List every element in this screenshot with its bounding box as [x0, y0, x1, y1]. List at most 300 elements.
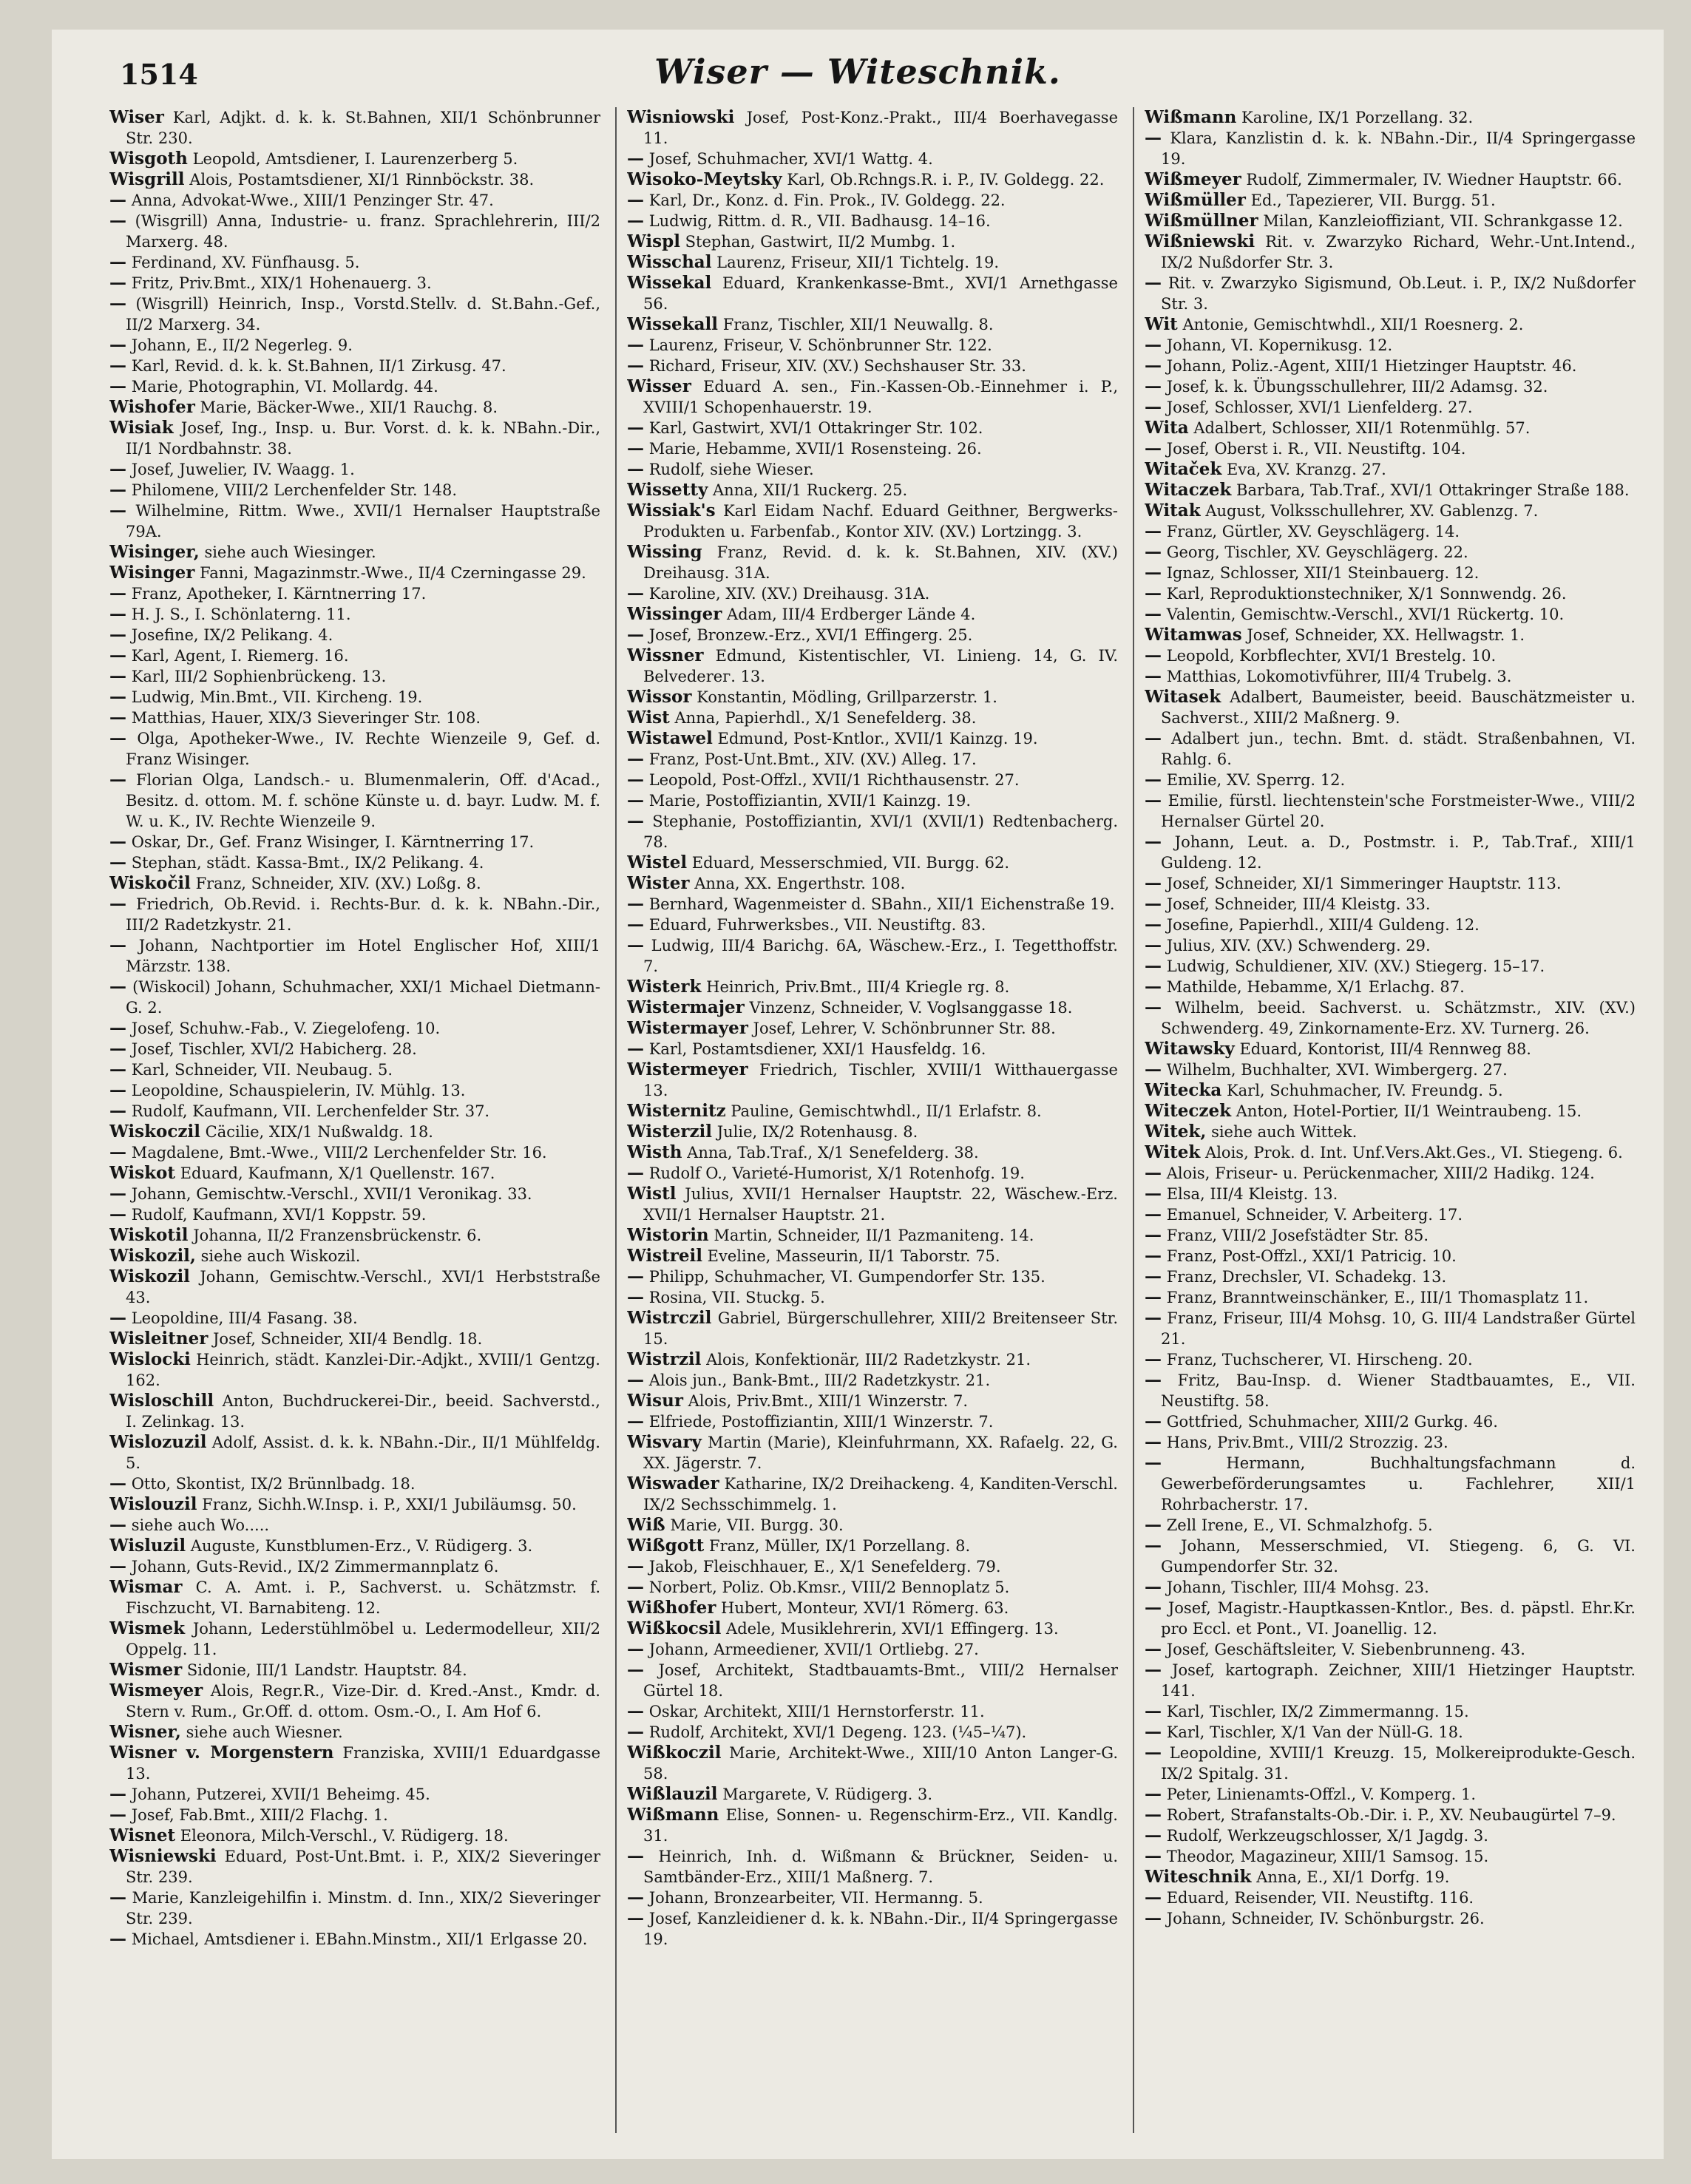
directory-entry — [1145, 915, 1636, 935]
directory-entry — [109, 1722, 600, 1743]
entry-surname: Wiskozil, — [109, 1246, 196, 1266]
entry-details: Karl, Gastwirt, XVI/1 Ottakringer Str. 102. — [648, 419, 983, 437]
entry-details: Alois, Regr.R., Vize-Dir. d. Kred.-Anst., Kmdr. d. Stern v. Rum., Gr.Off. d. ottom. Osm.-O., I. Am Hof 6. — [126, 1682, 600, 1720]
directory-entry — [109, 1473, 600, 1494]
entry-surname: — — [627, 459, 644, 479]
entry-surname: Wishofer — [109, 397, 195, 417]
entry-surname: — — [109, 459, 126, 479]
entry-surname: Wisterzil — [627, 1122, 713, 1142]
directory-entry — [1145, 1163, 1636, 1184]
entry-surname: — — [109, 604, 126, 624]
directory-entry — [1145, 1867, 1636, 1888]
directory-entry — [1145, 376, 1636, 397]
directory-entry — [1145, 397, 1636, 418]
entry-details: Franz, Müller, IX/1 Porzellang. 8. — [709, 1537, 971, 1555]
directory-entry — [1145, 1825, 1636, 1846]
entry-surname: — — [1145, 894, 1162, 914]
entry-details: Karl, Agent, I. Riemerg. 16. — [131, 647, 349, 665]
entry-details: H. J. S., I. Schönlaterng. 11. — [131, 606, 351, 623]
directory-entry — [627, 708, 1118, 728]
directory-entry — [627, 1246, 1118, 1266]
entry-surname: — — [627, 1266, 644, 1286]
entry-surname: Wisternitz — [627, 1101, 726, 1121]
directory-entry — [627, 1411, 1118, 1432]
entry-details: Franziska, XVIII/1 Eduardgasse 13. — [126, 1744, 600, 1783]
entry-details: Marie, Kanzleigehilfin i. Minstm. d. Inn., XIX/2 Sieveringer Str. 239. — [126, 1889, 600, 1927]
directory-entry — [627, 542, 1118, 583]
entry-surname: Wiß — [627, 1515, 665, 1535]
entry-details: siehe auch Wiesinger. — [204, 543, 376, 561]
entry-surname: — — [109, 977, 126, 997]
directory-entry — [109, 169, 600, 190]
directory-entry — [627, 1805, 1118, 1846]
directory-entry — [627, 190, 1118, 211]
entry-details: Alois jun., Bank-Bmt., III/2 Radetzkystr. 21. — [648, 1371, 991, 1389]
entry-details: Georg, Tischler, XV. Geyschlägerg. 22. — [1166, 543, 1468, 561]
directory-entry — [1145, 169, 1636, 190]
directory-entry — [627, 1059, 1118, 1101]
entry-details: siehe auch Wiesner. — [186, 1723, 343, 1741]
entry-surname: — — [109, 1101, 126, 1121]
entry-details: Wilhelm, beeid. Sachverst. u. Schätzmstr., XIV. (XV.) Schwenderg. 49, Zinkornamente-Erz. XV. Turnerg. 26. — [1161, 999, 1636, 1037]
entry-details: Franz, Apotheker, I. Kärntnerring 17. — [131, 585, 427, 603]
directory-entry — [627, 645, 1118, 687]
entry-surname: Wistrzil — [627, 1349, 702, 1369]
entry-details: Emilie, XV. Sperrg. 12. — [1166, 771, 1346, 789]
column-divider — [1133, 107, 1134, 2133]
entry-surname: — — [109, 1784, 126, 1804]
entry-details: Franz, Post-Offzl., XXI/1 Patricig. 10. — [1166, 1247, 1457, 1265]
directory-entry — [109, 1556, 600, 1577]
directory-entry — [1145, 1101, 1636, 1122]
directory-entry — [1145, 1805, 1636, 1825]
entry-surname: Wisleitner — [109, 1329, 209, 1349]
directory-entry — [109, 1660, 600, 1681]
entry-details: C. A. Amt. i. P., Sachverst. u. Schätzmstr. f. Fischzucht, VI. Barnabiteng. 12. — [126, 1578, 600, 1617]
directory-entry — [1145, 1349, 1636, 1370]
entry-surname: Wißlauzil — [627, 1784, 718, 1804]
directory-entry — [109, 1101, 600, 1122]
entry-details: Johanna, II/2 Franzensbrückenstr. 6. — [193, 1227, 482, 1244]
entry-surname: — — [1145, 728, 1162, 748]
entry-surname: — — [109, 1059, 126, 1079]
directory-entry — [627, 852, 1118, 873]
entry-surname: Wißmüller — [1145, 190, 1246, 210]
directory-entry — [1145, 501, 1636, 521]
entry-surname: — — [1145, 1163, 1162, 1183]
directory-entry — [109, 1846, 600, 1888]
directory-entry — [1145, 1722, 1636, 1743]
entry-details: Elsa, III/4 Kleistg. 13. — [1166, 1185, 1338, 1203]
directory-entry — [109, 728, 600, 770]
directory-entry — [1145, 211, 1636, 231]
entry-surname: — — [1145, 1888, 1162, 1907]
entry-details: Karl, Ob.Rchngs.R. i. P., IV. Goldegg. 22. — [787, 171, 1105, 189]
entry-surname: — — [1145, 645, 1162, 665]
entry-details: Josef, Schuhmacher, XVI/1 Wattg. 4. — [648, 150, 933, 168]
entry-surname: Witamwas — [1145, 625, 1242, 645]
entry-surname: — — [109, 1204, 126, 1224]
directory-entry — [627, 1701, 1118, 1722]
directory-entry — [627, 997, 1118, 1018]
entry-details: Alois, Prok. d. Int. Unf.Vers.Akt.Ges., VI. Stiegeng. 6. — [1205, 1144, 1623, 1161]
entry-details: Martin, Schneider, II/1 Pazmaniteng. 14. — [714, 1227, 1034, 1244]
entry-surname: — — [1145, 1059, 1162, 1079]
entry-details: Franz, Drechsler, VI. Schadekg. 13. — [1166, 1268, 1447, 1286]
directory-entry — [627, 1743, 1118, 1784]
directory-entry — [109, 1184, 600, 1204]
entry-details: Johann, Nachtportier im Hotel Englischer Hof, XIII/1 Märzstr. 138. — [126, 937, 600, 975]
entry-surname: — — [109, 1184, 126, 1204]
entry-details: Josef, Schneider, XI/1 Simmeringer Hauptstr. 113. — [1166, 875, 1562, 892]
entry-surname: Witeschnik — [1145, 1867, 1252, 1887]
directory-entry — [1145, 1846, 1636, 1867]
directory-entry — [109, 1329, 600, 1349]
entry-details: Josef, Fab.Bmt., XIII/2 Flachg. 1. — [131, 1806, 388, 1824]
directory-entry — [109, 1308, 600, 1329]
entry-surname: — — [1145, 335, 1162, 355]
entry-surname: — — [1145, 604, 1162, 624]
column-divider — [615, 107, 617, 2133]
directory-entry — [109, 1825, 600, 1846]
directory-entry — [109, 1618, 600, 1660]
entry-details: Barbara, Tab.Traf., XVI/1 Ottakringer Straße 188. — [1236, 481, 1630, 499]
entry-surname: — — [1145, 1515, 1162, 1535]
directory-entry — [627, 749, 1118, 770]
directory-entry — [627, 480, 1118, 501]
directory-entry — [627, 459, 1118, 480]
entry-surname: Witaček — [1145, 459, 1222, 479]
entry-surname: Wisinger, — [109, 542, 200, 562]
entry-details: Matthias, Hauer, XIX/3 Sieveringer Str. 108. — [131, 709, 481, 727]
entry-surname: — — [109, 335, 126, 355]
directory-entry — [1145, 356, 1636, 376]
entry-details: Josef, Tischler, XVI/2 Habicherg. 28. — [131, 1040, 417, 1058]
entry-surname: — — [109, 376, 126, 396]
directory-entry — [1145, 977, 1636, 997]
entry-details: Norbert, Poliz. Ob.Kmsr., VIII/2 Bennoplatz 5. — [648, 1578, 1010, 1596]
directory-entry — [627, 1266, 1118, 1287]
directory-entry — [109, 501, 600, 542]
directory-entry — [1145, 832, 1636, 873]
directory-entry — [1145, 1266, 1636, 1287]
directory-entry — [1145, 1701, 1636, 1722]
directory-entry — [109, 1349, 600, 1391]
column-1 — [109, 107, 600, 2133]
entry-surname: Wisgoth — [109, 149, 188, 169]
entry-surname: — — [627, 418, 644, 438]
entry-surname: Wiser — [109, 107, 164, 127]
directory-entry — [627, 501, 1118, 542]
entry-details: Alois, Konfektionär, III/2 Radetzkystr. 21. — [706, 1351, 1031, 1369]
entry-details: Rudolf, Architekt, XVI/1 Degeng. 123. (¼5–¼7). — [648, 1723, 1027, 1741]
directory-entry — [627, 625, 1118, 645]
directory-entry — [109, 708, 600, 728]
entry-details: Karl, Reproduktionstechniker, X/1 Sonnwendg. 26. — [1166, 585, 1567, 603]
entry-details: Anton, Hotel-Portier, II/1 Weintraubeng. 15. — [1236, 1102, 1582, 1120]
entry-surname: Witak — [1145, 501, 1201, 520]
entry-surname: — — [627, 790, 644, 810]
entry-details: Laurenz, Friseur, XII/1 Tichtelg. 19. — [716, 254, 1000, 271]
entry-surname: — — [1145, 1908, 1162, 1928]
directory-entry — [627, 873, 1118, 894]
entry-details: Adolf, Assist. d. k. k. NBahn.-Dir., II/1 Mühlfeldg. 5. — [126, 1434, 600, 1472]
entry-surname: — — [109, 1929, 126, 1949]
entry-details: Leopoldine, Schauspielerin, IV. Mühlg. 13. — [131, 1082, 466, 1099]
directory-entry — [1145, 1639, 1636, 1660]
entry-details: Franz, Sichh.W.Insp. i. P., XXI/1 Jubiläumsg. 50. — [202, 1496, 577, 1513]
directory-entry — [109, 1929, 600, 1950]
directory-entry — [627, 1473, 1118, 1515]
entry-surname: Witeczek — [1145, 1101, 1232, 1121]
directory-entry — [109, 873, 600, 894]
directory-entry — [109, 356, 600, 376]
directory-entry — [109, 1122, 600, 1142]
directory-entry — [627, 1142, 1118, 1163]
directory-entry — [627, 604, 1118, 625]
entry-details: Heinrich, Inh. d. Wißmann & Brückner, Seiden- u. Samtbänder-Erz., XIII/1 Maßnerg. 7. — [643, 1848, 1118, 1886]
entry-details: Franz, Friseur, III/4 Mohsg. 10, G. III/4 Landstraßer Gürtel 21. — [1161, 1309, 1636, 1348]
entry-details: Johann, Guts-Revid., IX/2 Zimmermannplatz 6. — [131, 1558, 499, 1576]
directory-entry — [109, 1681, 600, 1722]
entry-surname: — — [109, 1308, 126, 1328]
directory-entry — [109, 542, 600, 563]
entry-surname: — — [1145, 915, 1162, 935]
column-3 — [1145, 107, 1636, 2133]
directory-entry — [109, 1080, 600, 1101]
directory-entry — [1145, 1660, 1636, 1701]
entry-details: Peter, Linienamts-Offzl., V. Komperg. 1. — [1166, 1785, 1477, 1803]
entry-details: Ed., Tapezierer, VII. Burgg. 51. — [1250, 191, 1496, 209]
entry-surname: — — [1145, 790, 1162, 810]
entry-surname: Wistorin — [627, 1225, 709, 1245]
entry-surname: — — [109, 211, 126, 231]
entry-details: Rudolf, Zimmermaler, IV. Wiedner Hauptstr. 66. — [1246, 171, 1622, 189]
entry-details: Leopoldine, XVIII/1 Kreuzg. 15, Molkereiprodukte-Gesch. IX/2 Spitalg. 31. — [1161, 1744, 1636, 1783]
directory-entry — [1145, 1184, 1636, 1204]
entry-details: Franz, Tischler, XII/1 Neuwallg. 8. — [722, 316, 994, 333]
entry-details: Franz, Branntweinschänker, E., III/1 Thomasplatz 11. — [1166, 1289, 1589, 1306]
directory-entry — [627, 1598, 1118, 1618]
directory-entry — [109, 273, 600, 294]
entry-details: Marie, Postoffiziantin, XVII/1 Kainzg. 19. — [648, 792, 972, 810]
entry-details: Josefine, Papierhdl., XIII/4 Guldeng. 12. — [1166, 916, 1480, 934]
directory-entry — [1145, 1784, 1636, 1805]
entry-surname: — — [109, 1515, 126, 1535]
directory-entry — [109, 1536, 600, 1556]
entry-details: Marie, Architekt-Wwe., XIII/10 Anton Langer-G. 58. — [643, 1744, 1118, 1783]
entry-surname: Wispl — [627, 231, 680, 251]
directory-entry — [627, 687, 1118, 708]
directory-entry — [109, 397, 600, 418]
directory-entry — [1145, 1122, 1636, 1142]
entry-details: Eva, XV. Kranzg. 27. — [1226, 461, 1386, 478]
entry-details: Karl, Tischler, X/1 Van der Nüll-G. 18. — [1166, 1723, 1463, 1741]
entry-surname: Wisner, — [109, 1722, 181, 1742]
entry-surname: — — [627, 1370, 644, 1390]
entry-details: Josef, k. k. Übungsschullehrer, III/2 Adamsg. 32. — [1166, 378, 1548, 396]
entry-surname: — — [109, 625, 126, 645]
entry-surname: — — [1145, 1846, 1162, 1866]
entry-details: Mathilde, Hebamme, X/1 Erlachg. 87. — [1166, 978, 1465, 996]
entry-details: Josef, Lehrer, V. Schönbrunner Str. 88. — [753, 1020, 1056, 1037]
entry-details: Ludwig, Schuldiener, XIV. (XV.) Stiegerg. 15–17. — [1166, 957, 1545, 975]
entry-details: Adele, Musiklehrerin, XVI/1 Effingerg. 13. — [726, 1620, 1059, 1638]
entry-surname: — — [109, 708, 126, 728]
entry-details: Margarete, V. Rüdigerg. 3. — [722, 1785, 933, 1803]
entry-surname: — — [109, 645, 126, 665]
entry-details: Anna, Tab.Traf., X/1 Senefelderg. 38. — [687, 1144, 979, 1161]
entry-details: Oskar, Dr., Gef. Franz Wisinger, I. Kärntnerring 17. — [131, 833, 535, 851]
entry-details: Philomene, VIII/2 Lerchenfelder Str. 148. — [131, 481, 458, 499]
entry-surname: Wisoko-Meytsky — [627, 169, 782, 189]
directory-entry — [627, 1722, 1118, 1743]
entry-surname: Wita — [1145, 418, 1189, 438]
directory-entry — [627, 1639, 1118, 1660]
entry-surname: — — [109, 1805, 126, 1825]
directory-entry — [109, 1432, 600, 1473]
directory-entry — [627, 1432, 1118, 1473]
entry-details: Leopold, Amtsdiener, I. Laurenzerberg 5. — [192, 150, 518, 168]
directory-entry — [627, 1370, 1118, 1391]
entry-details: Emilie, fürstl. liechtenstein'sche Forstmeister-Wwe., VIII/2 Hernalser Gürtel 20. — [1161, 792, 1636, 830]
entry-surname: Wißmann — [627, 1805, 719, 1825]
entry-details: Rit. v. Zwarzyko Sigismund, Ob.Leut. i. P., IX/2 Nußdorfer Str. 3. — [1161, 274, 1636, 313]
directory-entry — [109, 1494, 600, 1515]
entry-details: Adalbert, Baumeister, beeid. Bauschätzmeister u. Sachverst., XIII/2 Maßnerg. 9. — [1161, 688, 1636, 727]
entry-details: Rudolf, Werkzeugschlosser, X/1 Jagdg. 3. — [1166, 1827, 1488, 1845]
entry-surname: — — [1145, 1225, 1162, 1245]
directory-entry — [1145, 1308, 1636, 1349]
directory-entry — [1145, 666, 1636, 687]
entry-details: Josef, Schlosser, XVI/1 Lienfelderg. 27. — [1166, 399, 1473, 416]
entry-details: Josef, Schneider, III/4 Kleistg. 33. — [1166, 895, 1431, 913]
entry-details: Elise, Sonnen- u. Regenschirm-Erz., VII. Kandlg. 31. — [643, 1806, 1118, 1845]
entry-surname: — — [109, 480, 126, 500]
entry-surname: — — [109, 1080, 126, 1100]
directory-entry — [109, 1743, 600, 1784]
entry-surname: — — [109, 1473, 126, 1493]
directory-entry — [109, 1888, 600, 1929]
directory-entry — [109, 1163, 600, 1184]
entry-surname: Wismer — [109, 1660, 183, 1680]
entry-surname: — — [109, 666, 126, 686]
directory-entry — [1145, 335, 1636, 356]
entry-surname: — — [1145, 1308, 1162, 1328]
entry-surname: — — [109, 294, 126, 313]
entry-details: Eduard, Post-Unt.Bmt. i. P., XIX/2 Sieveringer Str. 239. — [126, 1848, 600, 1886]
entry-surname: — — [627, 1411, 644, 1431]
entry-surname: — — [1145, 832, 1162, 852]
entry-surname: Wismek — [109, 1618, 186, 1638]
directory-entry — [1145, 107, 1636, 128]
entry-details: Julius, XIV. (XV.) Schwenderg. 29. — [1166, 937, 1431, 954]
entry-details: Karl, Schneider, VII. Neubaug. 5. — [131, 1061, 393, 1079]
directory-entry — [1145, 583, 1636, 604]
entry-details: Rosina, VII. Stuckg. 5. — [648, 1289, 825, 1306]
directory-entry — [1145, 1080, 1636, 1101]
entry-details: Katharine, IX/2 Dreihackeng. 4, Kanditen-Verschl. IX/2 Sechsschimmelg. 1. — [643, 1475, 1118, 1513]
directory-entry — [1145, 1204, 1636, 1225]
entry-details: Valentin, Gemischtw.-Verschl., XVI/1 Rückertg. 10. — [1166, 606, 1565, 623]
entry-surname: Wiswader — [627, 1473, 719, 1493]
entry-surname: — — [627, 935, 644, 955]
entry-surname: Wiskotil — [109, 1225, 189, 1245]
entry-details: Adalbert, Schlosser, XII/1 Rotenmühlg. 57. — [1193, 419, 1531, 437]
entry-surname: Wistreil — [627, 1246, 702, 1266]
entry-details: Rudolf, Kaufmann, VII. Lerchenfelder Str. 37. — [131, 1102, 490, 1120]
directory-entry — [109, 107, 600, 149]
entry-details: Franz, Gürtler, XV. Geyschlägerg. 14. — [1166, 523, 1460, 540]
entry-details: Johann, Poliz.-Agent, XIII/1 Hietzinger Hauptstr. 46. — [1166, 357, 1577, 375]
entry-details: Zell Irene, E., VI. Schmalzhofg. 5. — [1166, 1516, 1433, 1534]
directory-entry — [1145, 935, 1636, 956]
entry-surname: — — [109, 190, 126, 210]
entry-details: Ignaz, Schlosser, XII/1 Steinbauerg. 12. — [1166, 564, 1480, 582]
directory-entry — [109, 480, 600, 501]
directory-entry — [627, 1184, 1118, 1225]
directory-entry — [627, 149, 1118, 169]
directory-entry — [109, 376, 600, 397]
entry-details: Leopold, Post-Offzl., XVII/1 Richthausenstr. 27. — [648, 771, 1020, 789]
entry-surname: — — [1145, 1204, 1162, 1224]
entry-surname: — — [1145, 666, 1162, 686]
entry-details: Anna, XII/1 Ruckerg. 25. — [713, 481, 908, 499]
entry-surname: — — [1145, 438, 1162, 458]
directory-entry — [1145, 1411, 1636, 1432]
entry-surname: — — [1145, 935, 1162, 955]
directory-entry — [109, 977, 600, 1018]
entry-details: Josef, Post-Konz.-Prakt., III/4 Boerhavegasse 11. — [643, 109, 1118, 147]
entry-surname: Wissor — [627, 687, 692, 707]
entry-surname: — — [627, 149, 644, 169]
entry-details: Julius, XVII/1 Hernalser Hauptstr. 22, Wäschew.-Erz. XVII/1 Hernalser Hauptstr. 21. — [643, 1185, 1118, 1224]
directory-entry — [109, 894, 600, 935]
entry-details: Josef, Architekt, Stadtbauamts-Bmt., VIII/2 Hernalser Gürtel 18. — [643, 1661, 1118, 1700]
entry-details: Marie, Bäcker-Wwe., XII/1 Rauchg. 8. — [200, 399, 498, 416]
directory-entry — [627, 1846, 1118, 1888]
entry-details: Johann, Messerschmied, VI. Stiegeng. 6, G. VI. Gumpendorfer Str. 32. — [1161, 1537, 1636, 1576]
entry-details: Auguste, Kunstblumen-Erz., V. Rüdigerg. 3. — [190, 1537, 533, 1555]
entry-surname: Wißniewski — [1145, 231, 1255, 251]
directory-entry — [627, 273, 1118, 314]
entry-surname: — — [1145, 1287, 1162, 1307]
entry-surname: — — [1145, 1743, 1162, 1763]
entry-details: Marie, VII. Burgg. 30. — [670, 1516, 844, 1534]
entry-details: Philipp, Schuhmacher, VI. Gumpendorfer Str. 135. — [648, 1268, 1046, 1286]
directory-entry — [1145, 728, 1636, 770]
entry-details: Johann, Lederstühlmöbel u. Ledermodelleur, XII/2 Oppelg. 11. — [126, 1620, 600, 1658]
entry-surname: — — [627, 1908, 644, 1928]
entry-surname: — — [1145, 1536, 1162, 1556]
entry-details: Johann, Gemischtw.-Verschl., XVI/1 Herbststraße 43. — [126, 1268, 600, 1306]
directory-entry — [1145, 1515, 1636, 1536]
directory-entry — [109, 1225, 600, 1246]
directory-entry — [1145, 1453, 1636, 1515]
columns — [109, 107, 1647, 2133]
directory-entry — [627, 977, 1118, 997]
directory-entry — [1145, 521, 1636, 542]
entry-details: Friedrich, Ob.Revid. i. Rechts-Bur. d. k. k. NBahn.-Dir., III/2 Radetzkystr. 21. — [126, 895, 600, 934]
entry-surname: Wissinger — [627, 604, 722, 624]
entry-surname: Wissetty — [627, 480, 708, 500]
entry-details: Milan, Kanzleioffiziant, VII. Schrankgasse 12. — [1263, 212, 1623, 230]
directory-entry — [109, 459, 600, 480]
entry-surname: — — [627, 1639, 644, 1659]
entry-details: Heinrich, städt. Kanzlei-Dir.-Adjkt., XVIII/1 Gentzg. 162. — [126, 1351, 600, 1389]
entry-surname: — — [627, 1701, 644, 1721]
entry-details: Eduard, Kaufmann, X/1 Quellenstr. 167. — [180, 1164, 495, 1182]
